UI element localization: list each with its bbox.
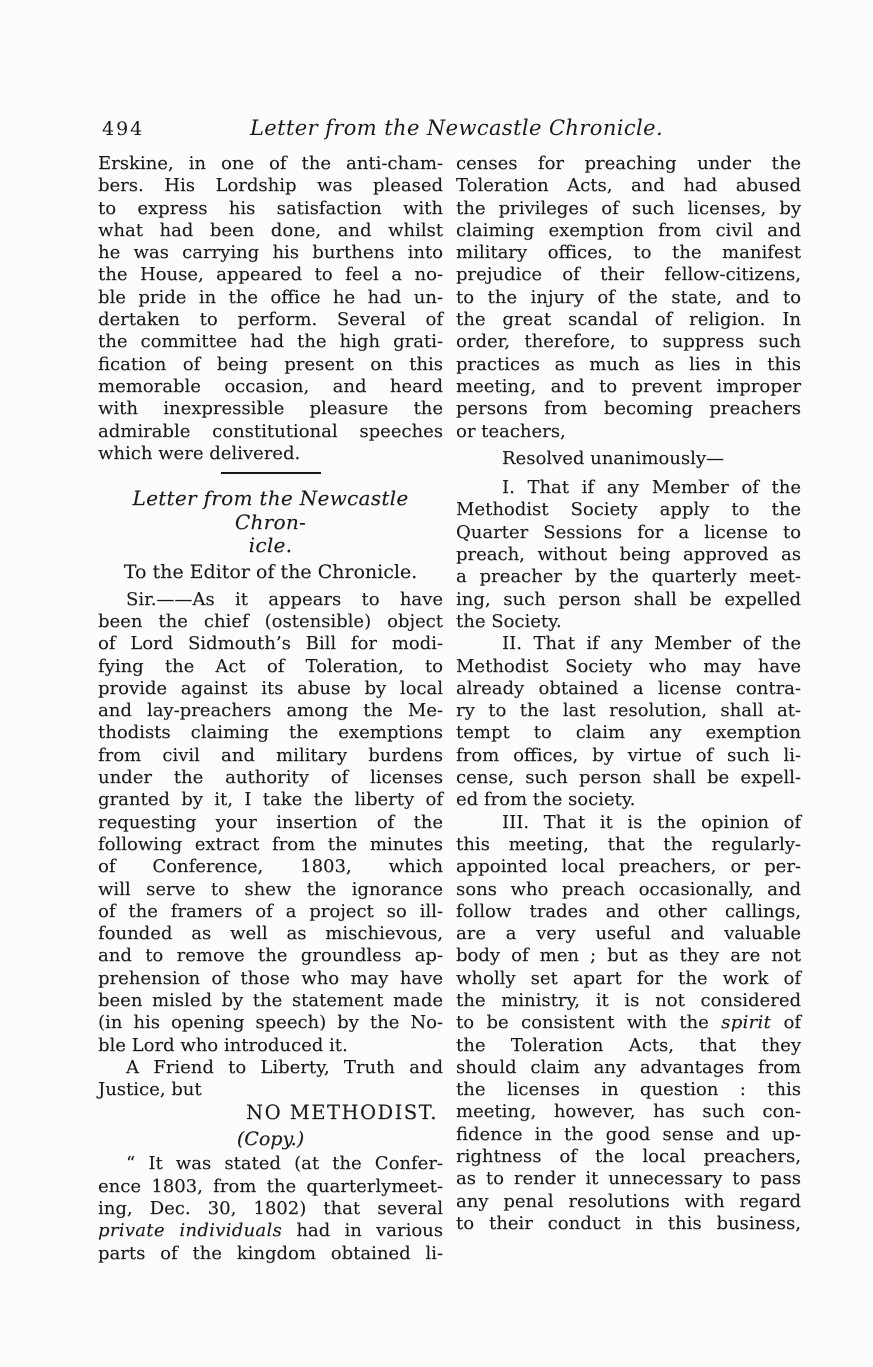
- text-line: follow trades and other callings,: [456, 900, 801, 922]
- text-line: icle.: [248, 533, 293, 558]
- text-line: to express his satisfaction with: [98, 197, 443, 219]
- text-line: granted by it, I take the liberty of: [98, 789, 443, 811]
- text-line: rightness of the local preachers,: [456, 1146, 801, 1168]
- paragraph-signature: [98, 1057, 443, 1102]
- text-line: are a very useful and valuable: [456, 923, 801, 945]
- text-line: Letter from the Newcastle Chron-: [132, 486, 409, 534]
- text-line: meeting, however, has such con-: [456, 1101, 801, 1123]
- text-line: fication of being present on this: [98, 353, 443, 375]
- text-line: the privileges of such licenses, by: [456, 197, 801, 219]
- text-line: III. That it is the opinion of: [502, 811, 801, 833]
- text-line: Justice, but: [98, 1079, 202, 1101]
- text-line: following extract from the minutes: [98, 833, 443, 855]
- page-header: [0, 116, 873, 144]
- text-line: and lay-preachers among the Me-: [98, 700, 443, 722]
- text-line: the Society.: [456, 610, 562, 632]
- text-line: the Toleration Acts, that they: [456, 1034, 801, 1056]
- signature-name: [98, 1101, 443, 1125]
- text-line: persons from becoming preachers: [456, 398, 801, 420]
- text-line: been misled by the statement made: [98, 990, 443, 1011]
- text-line: which were delivered.: [98, 442, 301, 464]
- copy-label: [98, 1128, 443, 1151]
- section-heading: [98, 487, 443, 558]
- text-line: Methodist Society apply to the: [456, 499, 801, 521]
- text-line: military offices, to the manifest: [456, 242, 801, 264]
- text-line: wholly set apart for the work of: [456, 967, 801, 989]
- text-line: the great scandal of religion. In: [456, 309, 801, 331]
- text-line: practices as much as lies in this: [456, 353, 801, 375]
- text-line: as to render it unnecessary to pass: [456, 1168, 801, 1190]
- text-line: any penal resolutions with regard: [456, 1190, 801, 1212]
- text-line: Sir.——As it appears to have: [126, 588, 443, 610]
- text-line: claiming exemption from civil and: [456, 219, 801, 241]
- text-line: what had been done, and whilst: [98, 219, 443, 241]
- text-line: body of men ; but as they are not: [456, 945, 801, 967]
- paragraph-sir: [98, 589, 443, 1057]
- text-line: ing, Dec. 30, 1802) that several: [98, 1198, 443, 1220]
- text-line: of the framers of a project so ill-: [98, 900, 443, 922]
- text-line: a preacher by the quarterly meet-: [456, 566, 801, 588]
- text-line: ble pride in the office he had un-: [98, 286, 443, 308]
- text-line: Toleration Acts, and had abused: [456, 175, 801, 197]
- text-line: ble Lord who introduced it.: [98, 1034, 348, 1056]
- text-line: already obtained a license contra-: [456, 677, 801, 699]
- text-line: of Conference, 1803, which: [98, 856, 443, 878]
- text-line: A Friend to Liberty, Truth and: [126, 1056, 443, 1078]
- text-line: (Copy.): [236, 1128, 305, 1151]
- left-column: [98, 153, 443, 1265]
- text-line: he was carrying his burthens into: [98, 242, 443, 264]
- text-line: bers. His Lordship was pleased: [98, 175, 443, 197]
- text-line: from civil and military burdens: [98, 744, 443, 766]
- text-line: this meeting, that the regularly-: [456, 833, 801, 855]
- resolution-1: [456, 477, 801, 633]
- resolution-3: [456, 812, 801, 1236]
- text-line: to be consistent with the spirit of: [456, 1012, 801, 1034]
- text-line: founded as well as mischievous,: [98, 923, 443, 945]
- address-line: [98, 561, 443, 584]
- text-line: to their conduct in this business,: [456, 1212, 801, 1234]
- text-line: of Lord Sidmouth’s Bill for modi-: [98, 633, 443, 655]
- text-line: preach, without being approved as: [456, 544, 801, 566]
- text-line: appointed local preachers, or per-: [456, 856, 801, 878]
- resolved-line: [456, 448, 801, 470]
- text-line: meeting, and to prevent improper: [456, 375, 801, 397]
- text-line: should claim any advantages from: [456, 1056, 801, 1078]
- text-line: ing, such person shall be expelled: [456, 588, 801, 610]
- text-line: censes for preaching under the: [456, 153, 801, 174]
- text-line: the licenses in question : this: [456, 1079, 801, 1101]
- text-line: to the injury of the state, and to: [456, 286, 801, 308]
- divider-rule: [221, 472, 321, 474]
- resolution-2: [456, 633, 801, 811]
- text-line: dertaken to perform. Several of: [98, 309, 443, 331]
- text-line: cense, such person shall be expell-: [456, 767, 801, 789]
- text-line: NO METHODIST.: [246, 1101, 438, 1125]
- text-line: tempt to claim any exemption: [456, 722, 801, 744]
- text-line: ence 1803, from the quarterlymeet-: [98, 1175, 443, 1197]
- text-line: from offices, by virtue of such li-: [456, 744, 801, 766]
- text-line: provide against its abuse by local: [98, 677, 443, 699]
- running-title: Letter from the Newcastle Chronicle.: [249, 116, 664, 140]
- text-line: II. That if any Member of the: [502, 633, 801, 655]
- text-line: admirable constitutional speeches: [98, 420, 443, 442]
- text-line: and to remove the groundless ap-: [98, 945, 443, 967]
- right-column: [456, 153, 801, 1265]
- text-line: the House, appeared to feel a no-: [98, 264, 443, 286]
- text-line: with inexpressible pleasure the: [98, 398, 443, 420]
- section-divider: [98, 472, 443, 486]
- text-line: Methodist Society who may have: [456, 655, 801, 677]
- text-line: Erskine, in one of the anti-cham-: [98, 153, 443, 174]
- text-line: (in his opening speech) by the No-: [98, 1012, 443, 1034]
- text-line: or teachers,: [456, 420, 566, 442]
- text-line: private individuals had in various: [98, 1220, 443, 1242]
- text-line: fidence in the good sense and up-: [456, 1123, 801, 1145]
- text-line: ed from the society.: [456, 789, 636, 811]
- paragraph-quote: [98, 1153, 443, 1264]
- text-line: order, therefore, to suppress such: [456, 331, 801, 353]
- text-line: memorable occasion, and heard: [98, 375, 443, 397]
- page-number: 494: [102, 118, 145, 140]
- paragraph-licenses: [456, 153, 801, 443]
- text-line: under the authority of licenses: [98, 767, 443, 789]
- text-line: prehension of those who may have: [98, 967, 443, 989]
- text-line: ry to the last resolution, shall at-: [456, 700, 801, 722]
- text-line: Resolved unanimously—: [502, 447, 725, 469]
- text-line: thodists claiming the exemptions: [98, 722, 443, 744]
- text-line: To the Editor of the Chronicle.: [123, 560, 418, 583]
- text-line: parts of the kingdom obtained li-: [98, 1242, 443, 1264]
- text-line: fying the Act of Toleration, to: [98, 655, 443, 677]
- text-line: “ It was stated (at the Confer-: [126, 1153, 443, 1175]
- page-body: [0, 153, 873, 1265]
- paragraph-erskine: [98, 153, 443, 465]
- text-line: the ministry, it is not considered: [456, 989, 801, 1011]
- text-line: Quarter Sessions for a license to: [456, 521, 801, 543]
- text-line: I. That if any Member of the: [502, 477, 801, 499]
- text-line: requesting your insertion of the: [98, 811, 443, 833]
- text-line: the committee had the high grati-: [98, 331, 443, 353]
- text-line: been the chief (ostensible) object: [98, 610, 443, 632]
- text-line: prejudice of their fellow-citizens,: [456, 264, 801, 286]
- text-line: sons who preach occasionally, and: [456, 878, 801, 900]
- text-line: will serve to shew the ignorance: [98, 878, 443, 900]
